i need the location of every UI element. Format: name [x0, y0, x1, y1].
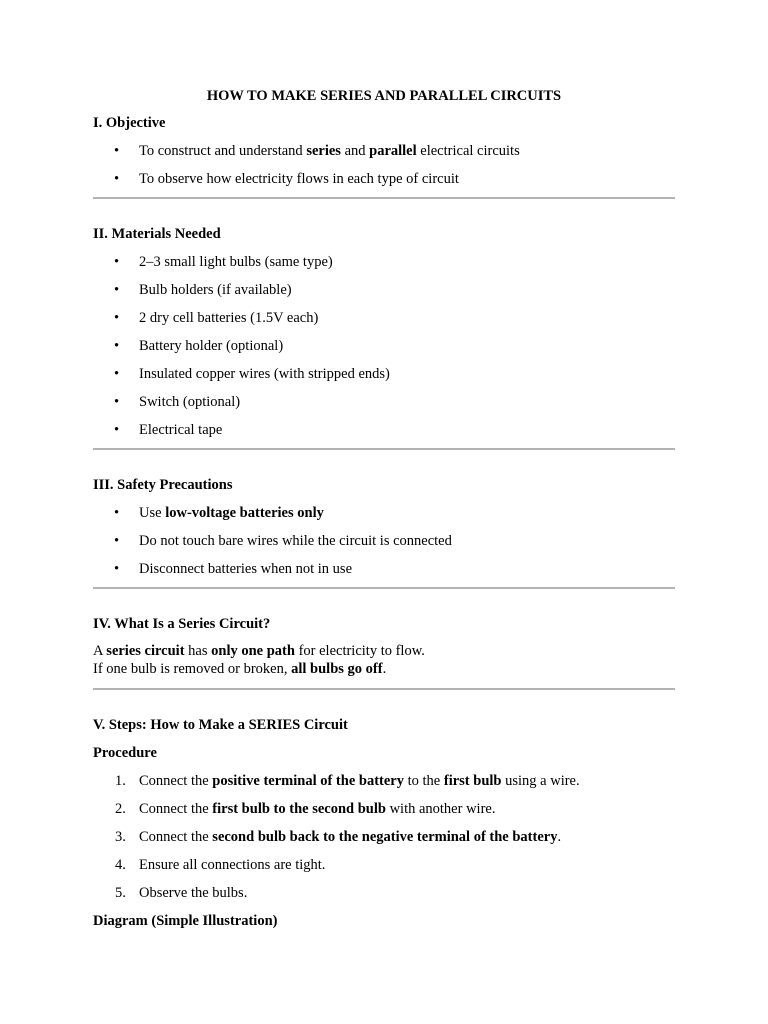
step-number: 3. [115, 829, 126, 845]
objective-section [93, 113, 675, 189]
text-run: Observe the bulbs. [139, 885, 248, 901]
bold-text: series circuit [106, 643, 185, 659]
procedure-label: Procedure [93, 745, 157, 761]
list-item: • Switch (optional) [93, 392, 675, 412]
text-run: electrical circuits [416, 143, 520, 159]
list-item [93, 883, 675, 903]
section-divider [93, 688, 675, 690]
step-number: 1. [115, 773, 126, 789]
bold-text: first bulb to the second bulb [212, 801, 386, 817]
text-run: for electricity to flow. [294, 643, 425, 659]
text-run: Ensure all connections are tight. [139, 857, 326, 873]
list-item: • To observe how electricity flows in each type of circuit [93, 169, 675, 189]
text-run: using a wire. [501, 773, 580, 789]
safety-section [93, 475, 675, 579]
series-definition-section [93, 614, 675, 678]
text-run: . [557, 829, 562, 845]
bold-text: parallel [369, 143, 417, 159]
list-item: • 2 dry cell batteries (1.5V each) [93, 308, 675, 328]
series-definition-heading: IV. What Is a Series Circuit? [93, 616, 271, 632]
procedure-list [93, 771, 675, 903]
step-number: 4. [115, 857, 126, 873]
text-run: Connect the [139, 829, 213, 845]
list-item [93, 855, 675, 875]
text-run: Connect the [139, 801, 213, 817]
bold-text: positive terminal of the battery [212, 773, 404, 789]
list-item: • Disconnect batteries when not in use [93, 559, 675, 579]
bold-text: first bulb [443, 773, 502, 789]
document-title: HOW TO MAKE SERIES AND PARALLEL CIRCUITS [206, 88, 562, 104]
materials-section [93, 224, 675, 440]
diagram-label: Diagram (Simple Illustration) [93, 913, 278, 929]
list-item: • 2–3 small light bulbs (same type) [93, 252, 675, 272]
list-item [93, 141, 675, 161]
list-item: • Bulb holders (if available) [93, 280, 675, 300]
series-steps-section [93, 715, 675, 931]
materials-heading: II. Materials Needed [93, 226, 221, 242]
list-item [93, 503, 675, 523]
objective-list [93, 141, 675, 189]
definition-line [93, 642, 675, 660]
list-item [93, 827, 675, 847]
list-item: • Battery holder (optional) [93, 336, 675, 356]
text-run: To construct and understand [139, 143, 307, 159]
text-run: Connect the [139, 773, 213, 789]
text-run: with another wire. [385, 801, 496, 817]
text-run: Use [139, 505, 166, 521]
text-run: A [93, 643, 107, 659]
step-number: 5. [115, 885, 126, 901]
bold-text: second bulb back to the negative terminal of the battery [212, 829, 558, 845]
document-page [93, 86, 675, 931]
text-run: to the [403, 773, 444, 789]
text-run: and [340, 143, 370, 159]
list-item: • Insulated copper wires (with stripped ends) [93, 364, 675, 384]
bold-text: only one path [211, 643, 295, 659]
text-run: . [382, 661, 387, 677]
bold-text: all bulbs go off [291, 661, 383, 677]
safety-heading: III. Safety Precautions [93, 477, 233, 493]
list-item [93, 771, 675, 791]
objective-heading: I. Objective [93, 115, 166, 131]
list-item [93, 799, 675, 819]
step-number: 2. [115, 801, 126, 817]
safety-list [93, 503, 675, 579]
section-divider [93, 587, 675, 589]
bold-text: low-voltage batteries only [165, 505, 324, 521]
bold-text: series [306, 143, 341, 159]
materials-list [93, 252, 675, 440]
list-item: • Do not touch bare wires while the circuit is connected [93, 531, 675, 551]
section-divider [93, 197, 675, 199]
text-run: has [184, 643, 212, 659]
text-run: If one bulb is removed or broken, [93, 661, 292, 677]
series-steps-heading: V. Steps: How to Make a SERIES Circuit [93, 717, 348, 733]
section-divider [93, 448, 675, 450]
list-item: • Electrical tape [93, 420, 675, 440]
definition-line [93, 660, 675, 678]
